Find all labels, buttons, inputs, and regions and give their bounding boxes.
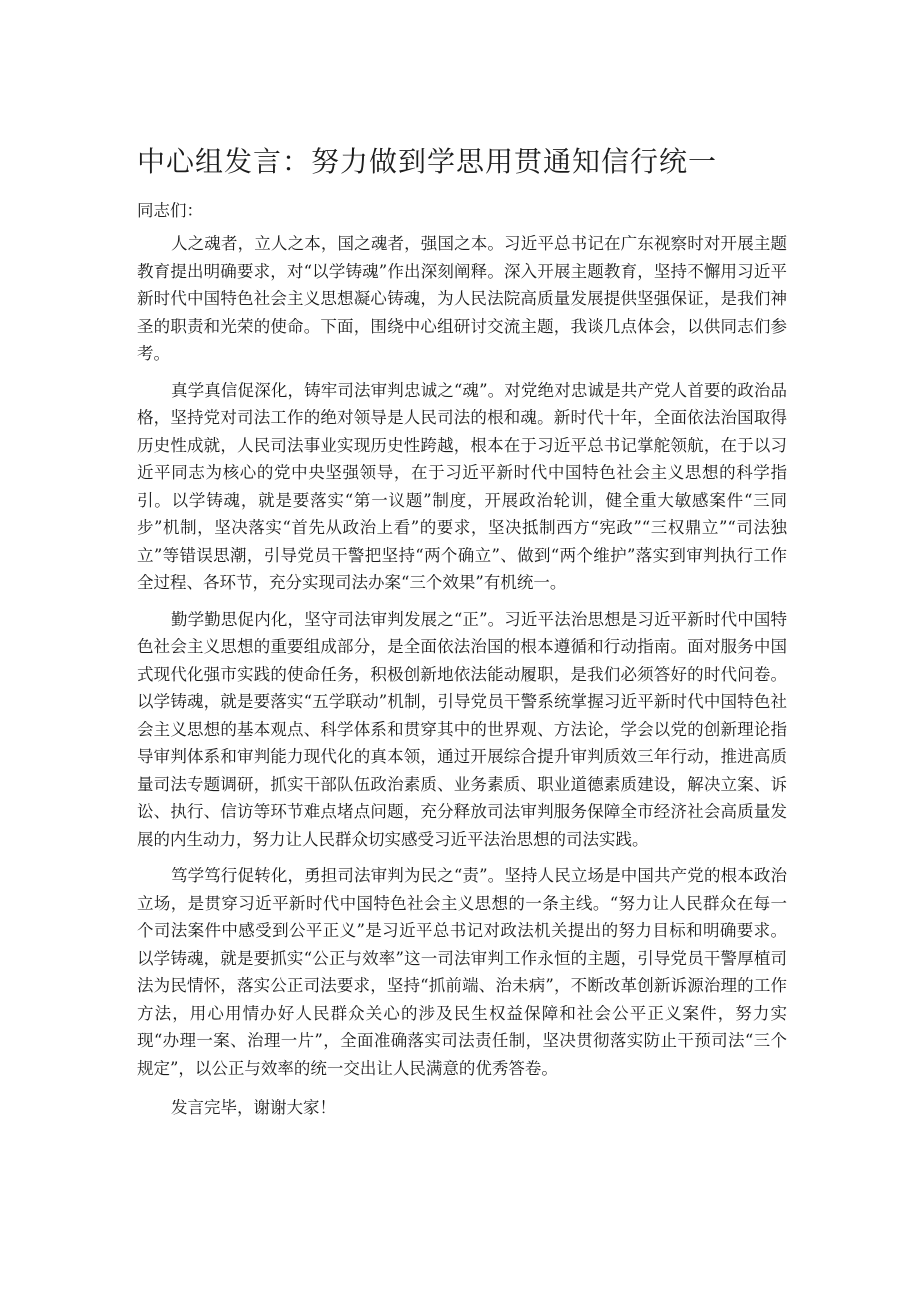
- paragraph-intro: 人之魂者，立人之本，国之魂者，强国之本。习近平总书记在广东视察时对开展主题教育提出明确要求，对“以学铸魂”作出深刻阐释。深入开展主题教育，坚持不懈用习近平新时代中国特色社会主义思想凝心铸魂，为人民法院高质量发展提供坚强保证，是我们神圣的职责和光荣的使命。下面，围绕中心组研讨交流主题，我谈几点体会，以供同志们参考。: [137, 234, 787, 363]
- paragraph-responsibility: 笃学笃行促转化，勇担司法审判为民之“责”。坚持人民立场是中国共产党的根本政治立场，是贯穿习近平新时代中国特色社会主义思想的一条主线。“努力让人民群众在每一个司法案件中感受到公平正义”是习近平总书记对政法机关提出的努力目标和明确要求。以学铸魂，就是要抓实“公正与效率”这一司法审判工作永恒的主题，引导党员干警厚植司法为民情怀，落实公正司法要求，坚持“抓前端、治未病”，不断改革创新诉源治理的工作方法，用心用情办好人民群众关心的涉及民生权益保障和社会公平正义案件，努力实现“办理一案、治理一片”，全面准确落实司法责任制，坚决贯彻落实防止干预司法“三个规定”，以公正与效率的统一交出让人民满意的优秀答卷。: [137, 866, 787, 1078]
- document-title: 中心组发言：努力做到学思用贯通知信行统一: [137, 145, 718, 178]
- closing-remark: 发言完毕，谢谢大家！: [171, 1098, 336, 1117]
- paragraph-loyalty: 真学真信促深化，铸牢司法审判忠诚之“魂”。对党绝对忠诚是共产党人首要的政治品格，坚持党对司法工作的绝对领导是人民司法的根和魂。新时代十年，全面依法治国取得历史性成就，人民司法事业实现历史性跨越，根本在于习近平总书记掌舵领航，在于以习近平同志为核心的党中央坚强领导，在于习近平新时代中国特色社会主义思想的科学指引。以学铸魂，就是要落实“第一议题”制度，开展政治轮训，健全重大敏感案件“三同步”机制，坚决落实“首先从政治上看”的要求，坚决抵制西方“宪政”“三权鼎立”“司法独立”等错误思潮，引导党员干警把坚持“两个确立”、做到“两个维护”落实到审判执行工作全过程、各环节，充分实现司法办案“三个效果”有机统一。: [137, 380, 787, 592]
- salutation: 同志们：: [137, 201, 203, 220]
- document-body: [137, 230, 787, 1131]
- paragraph-development: 勤学勤思促内化，坚守司法审判发展之“正”。习近平法治思想是习近平新时代中国特色社会主义思想的重要组成部分，是全面依法治国的根本遵循和行动指南。面对服务中国式现代化强市实践的使命任务，积极创新地依法能动履职，是我们必须答好的时代问卷。以学铸魂，就是要落实“五学联动”机制，引导党员干警系统掌握习近平新时代中国特色社会主义思想的基本观点、科学体系和贯穿其中的世界观、方法论，学会以党的创新理论指导审判体系和审判能力现代化的真本领，通过开展综合提升审判质效三年行动，推进高质量司法专题调研，抓实干部队伍政治素质、业务素质、职业道德素质建设，解决立案、诉讼、执行、信访等环节难点堵点问题，充分释放司法审判服务保障全市经济社会高质量发展的内生动力，努力让人民群众切实感受习近平法治思想的司法实践。: [137, 609, 787, 849]
